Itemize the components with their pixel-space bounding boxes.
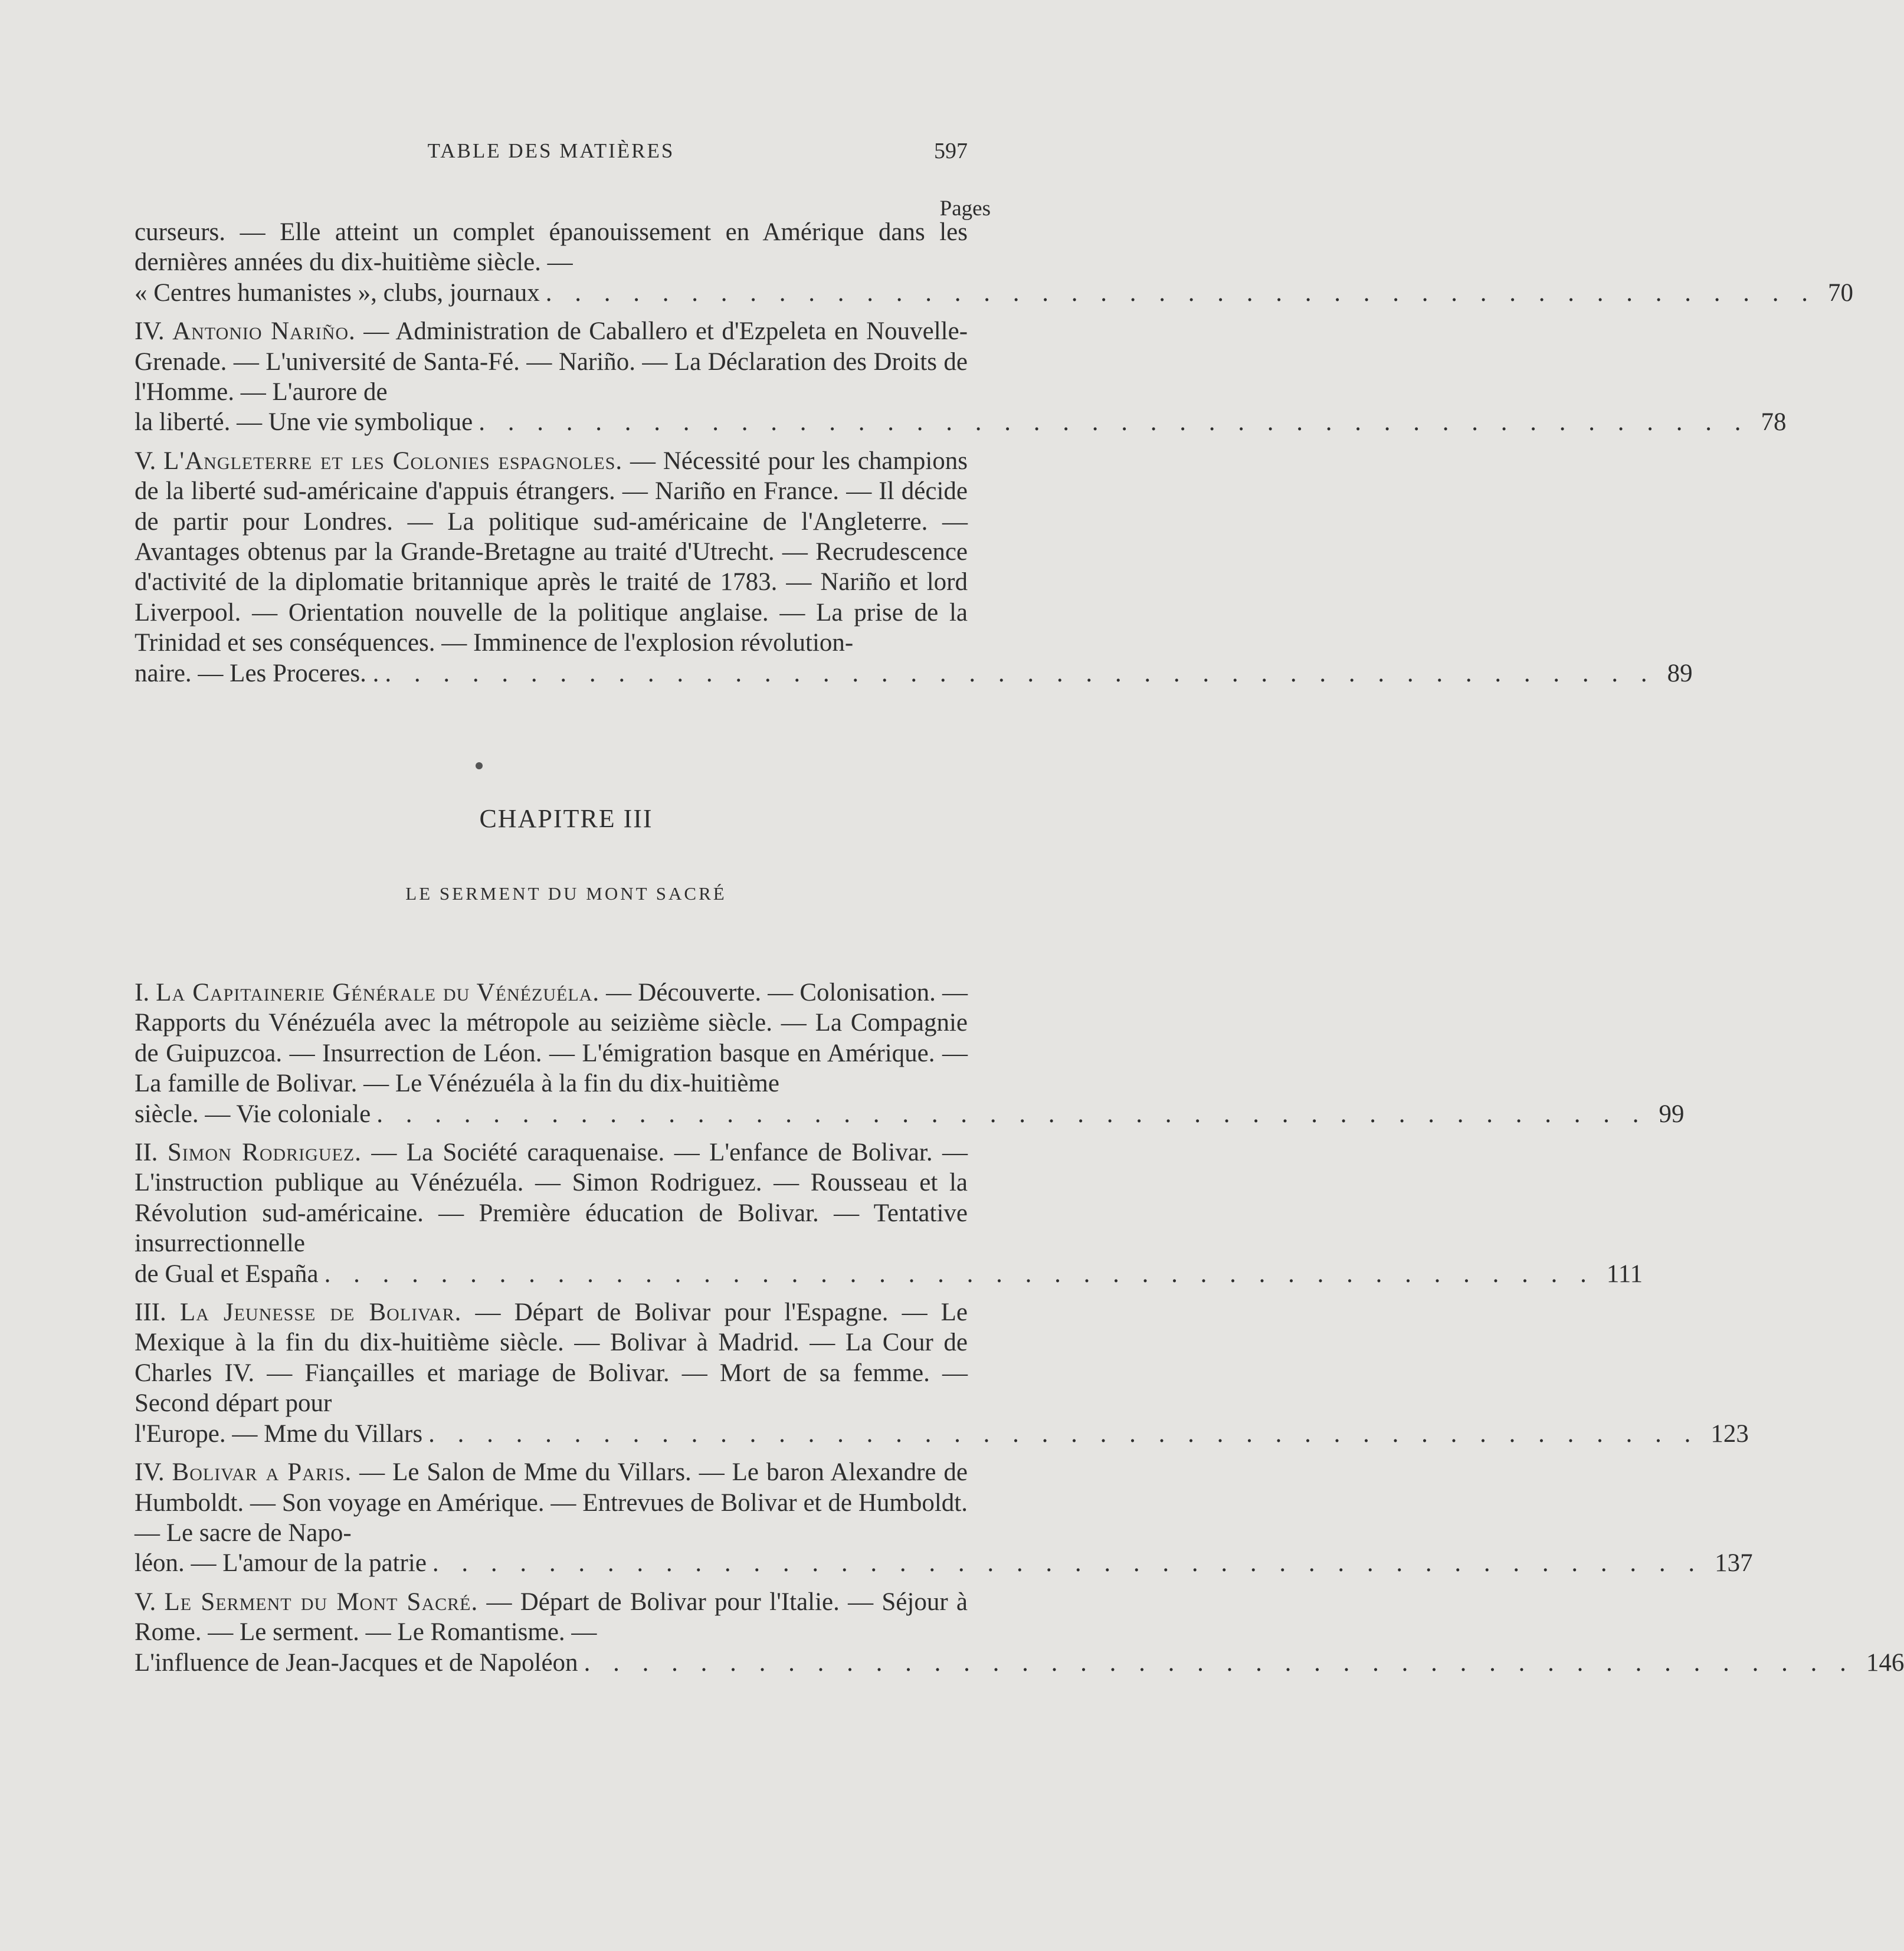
- toc-entry-text: — Administration de Caballero et d'Ezpeleta en Nouvelle-Grenade. — L'université de Santa-Fé. — Nariño. — La Déclaration des Droits de l'Homme. — L'aurore de: [135, 317, 968, 406]
- toc-entry: [135, 978, 1685, 1129]
- toc-chapter-3: [135, 978, 1904, 1678]
- chapter-title: CHAPITRE III: [479, 804, 653, 833]
- toc-entry-text: — Nécessité pour les champions de la liberté sud-américaine d'appuis étrangers. — Nariño en France. — Il décide de partir pour Londres. — La politique sud-américaine de l'Angleterre. — Avantages obtenus par la Grande-Bretagne au traité d'Utrecht. — Recrudescence d'activité de la diplomatie britannique après le traité de 1783. — Nariño et lord Liverpool. — Orientation nouvelle de la politique anglaise. — La prise de la Trinidad et ses conséquences. — Imminence de l'explosion révolution-: [135, 447, 968, 657]
- toc-entry-page: 99: [1659, 1100, 1685, 1128]
- toc-entry-heading: Antonio Nariño.: [172, 317, 356, 346]
- toc-entry-text: curseurs. — Elle atteint un complet épanouissement en Amérique dans les dernières années du dix-huitième siècle. —: [135, 218, 968, 277]
- toc-entry-number: V.: [135, 447, 156, 475]
- leader-dots: . . . . . . . . . . . . . . . . . . . . . . . . . . . . . . . . . . . . . . . . . . . .: [432, 1549, 1703, 1578]
- toc-entry-last-line: naire. — Les Proceres. .: [135, 659, 379, 687]
- toc-entry: [135, 1457, 1753, 1579]
- leader-dots: . . . . . . . . . . . . . . . . . . . . . . . . . . . . . . . . . . . . . . . . . . . .: [385, 659, 1656, 687]
- toc-entry: [135, 446, 1693, 688]
- toc-entry: [135, 1137, 1643, 1289]
- toc-entry-page: 123: [1710, 1419, 1749, 1448]
- toc-entry-heading: La Jeunesse de Bolivar.: [179, 1299, 462, 1327]
- toc-entry: [135, 1587, 1904, 1678]
- toc-entry-last-line: la liberté. — Une vie symbolique: [135, 408, 473, 437]
- toc-entry-number: II.: [135, 1139, 158, 1167]
- toc-entry-last-line: de Gual et España: [135, 1260, 319, 1288]
- toc-entry-last-line: léon. — L'amour de la patrie: [135, 1549, 427, 1578]
- toc-section-continued: [135, 217, 1853, 688]
- toc-entry-number: IV.: [135, 1458, 165, 1487]
- leader-dots: . . . . . . . . . . . . . . . . . . . . . . . . . . . . . . . . . . . . . . . . . . . .: [428, 1419, 1699, 1448]
- leader-dots: . . . . . . . . . . . . . . . . . . . . . . . . . . . . . . . . . . . . . . . . . . . .: [376, 1100, 1647, 1128]
- toc-entry-page: 146: [1866, 1648, 1904, 1677]
- toc-entry-heading: L'Angleterre et les Colonies espagnoles.: [163, 447, 623, 475]
- toc-entry-text: — La Société caraquenaise. — L'enfance de Bolivar. — L'instruction publique au Vénézuéla. — Simon Rodriguez. — Rousseau et la Révolution sud-américaine. — Première éducation de Bolivar. — Tentative insurrectionnelle: [135, 1139, 968, 1258]
- ornament-dot: [476, 762, 483, 769]
- toc-entry-number: V.: [135, 1588, 156, 1616]
- toc-entry-page: 78: [1761, 408, 1787, 437]
- toc-entry-heading: Le Serment du Mont Sacré.: [164, 1588, 479, 1616]
- toc-entry-heading: La Capitainerie Générale du Vénézuéla.: [156, 979, 600, 1006]
- toc-entry: [135, 1297, 1749, 1449]
- toc-entry-text: — Découverte. — Colonisation. — Rapports du Vénézuéla avec la métropole au seizième siècle. — La Compagnie de Guipuzcoa. — Insurrection de Léon. — L'émigration basque en Amérique. — La famille de Bolivar. — Le Vénézuéla à la fin du dix-huitième: [135, 979, 968, 1098]
- toc-entry-number: III.: [135, 1299, 166, 1327]
- toc-entry-number: I.: [135, 979, 150, 1006]
- leader-dots: . . . . . . . . . . . . . . . . . . . . . . . . . . . . . . . . . . . . . . . . . . . .: [584, 1648, 1854, 1677]
- leader-dots: . . . . . . . . . . . . . . . . . . . . . . . . . . . . . . . . . . . . . . . . . . . .: [545, 278, 1816, 307]
- running-title: TABLE DES MATIÈRES: [427, 139, 675, 162]
- running-header: [135, 137, 968, 166]
- pages-column-label: Pages: [939, 196, 991, 221]
- toc-entry-heading: Bolivar a Paris.: [172, 1458, 352, 1487]
- toc-entry-last-line: L'influence de Jean-Jacques et de Napoléon: [135, 1648, 578, 1677]
- toc-entry-text: — Départ de Bolivar pour l'Espagne. — Le Mexique à la fin du dix-huitième siècle. — Bolivar à Madrid. — La Cour de Charles IV. — Fiançailles et mariage de Bolivar. — Mort de sa femme. — Second départ pour: [135, 1299, 968, 1418]
- leader-dots: . . . . . . . . . . . . . . . . . . . . . . . . . . . . . . . . . . . . . . . . . . . .: [479, 408, 1749, 437]
- toc-entry-last-line: l'Europe. — Mme du Villars: [135, 1419, 423, 1448]
- toc-entry-last-line: « Centres humanistes », clubs, journaux: [135, 278, 540, 307]
- toc-entry-heading: Simon Rodriguez.: [167, 1139, 362, 1167]
- leader-dots: . . . . . . . . . . . . . . . . . . . . . . . . . . . . . . . . . . . . . . . . . . . .: [324, 1260, 1595, 1288]
- toc-entry-page: 70: [1827, 278, 1853, 307]
- toc-entry-number: IV.: [135, 317, 165, 346]
- page-number: 597: [934, 139, 968, 163]
- toc-entry: [135, 217, 1853, 308]
- toc-entry-page: 137: [1715, 1549, 1753, 1578]
- toc-entry-text: — Départ de Bolivar pour l'Italie. — Séjour à Rome. — Le serment. — Le Romantisme. —: [135, 1588, 968, 1647]
- toc-entry-last-line: siècle. — Vie coloniale: [135, 1100, 371, 1128]
- toc-entry: [135, 316, 1787, 438]
- toc-entry-page: 89: [1667, 659, 1693, 687]
- chapter-subtitle: LE SERMENT DU MONT SACRÉ: [405, 883, 727, 904]
- toc-entry-page: 111: [1606, 1260, 1643, 1288]
- toc-entry-text: — Le Salon de Mme du Villars. — Le baron Alexandre de Humboldt. — Son voyage en Amérique. — Entrevues de Bolivar et de Humboldt. — Le sacre de Napo-: [135, 1458, 968, 1547]
